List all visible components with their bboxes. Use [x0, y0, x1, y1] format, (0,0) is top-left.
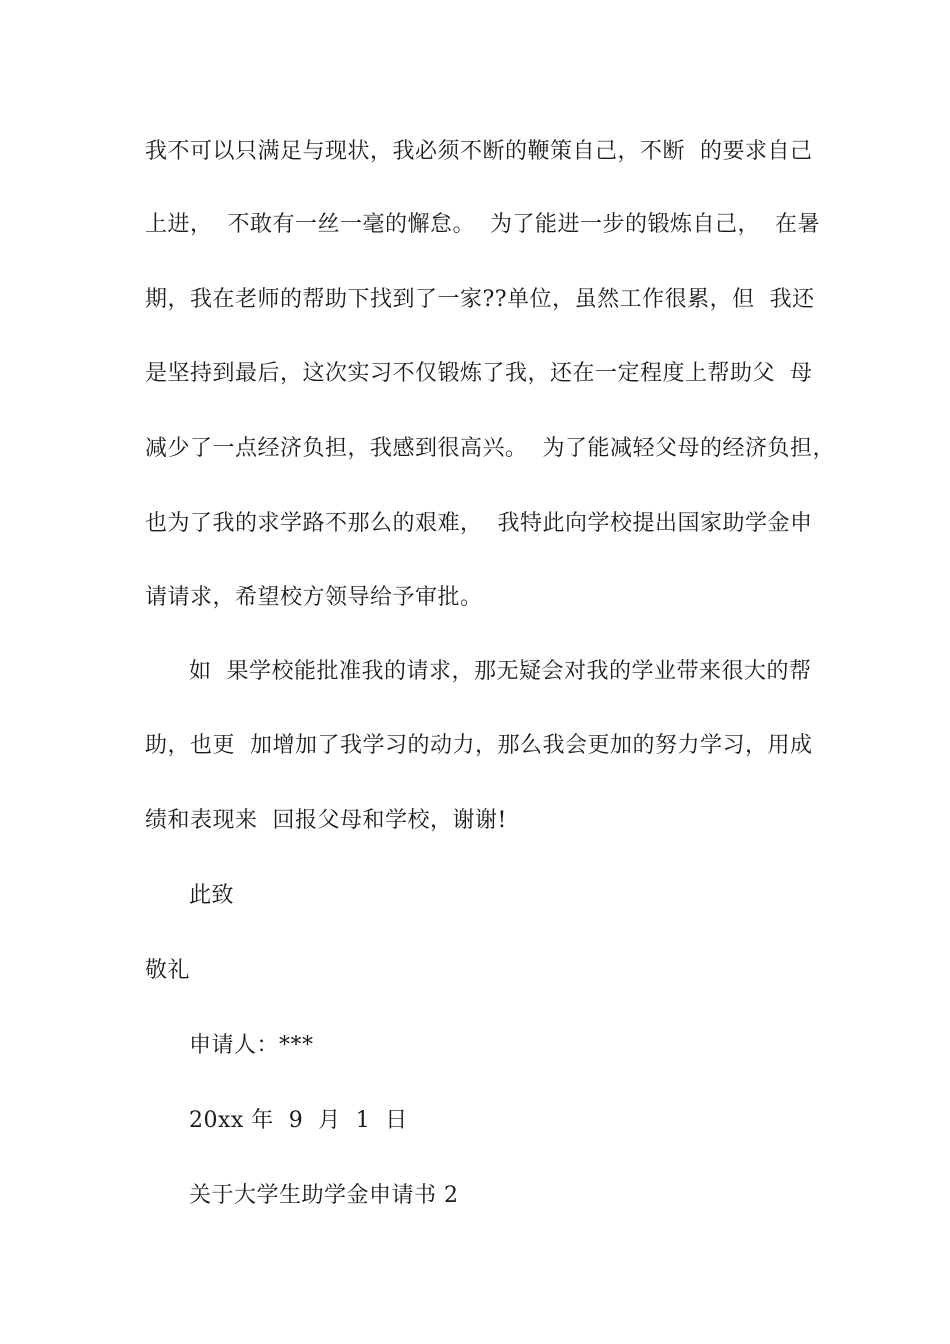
body-text-line: 如 果学校能批准我的请求，那无疑会对我的学业带来很大的帮: [189, 659, 812, 684]
body-text-line: 绩和表现来 回报父母和学校，谢谢!: [145, 808, 507, 833]
applicant-line: 申请人：***: [189, 1033, 314, 1058]
body-text-line: 减少了一点经济负担，我感到很高兴。 为了能减轻父母的经济负担，: [145, 436, 835, 461]
body-text-line: 助，也更 加增加了我学习的动力，那么我会更加的努力学习，用成: [145, 733, 813, 758]
body-text-line: 我不可以只满足与现状，我必须不断的鞭策自己，不断 的要求自己: [145, 139, 813, 164]
body-text-line: 是坚持到最后，这次实习不仅锻炼了我，还在一定程度上帮助父 母: [145, 361, 813, 386]
next-document-title: 关于大学生助学金申请书 2: [189, 1183, 459, 1208]
body-text-line: 期，我在老师的帮助下找到了一家??单位，虽然工作很累，但 我还: [145, 287, 815, 312]
salutation-text: 敬礼: [145, 958, 191, 983]
body-text-line: 请请求，希望校方领导给予审批。: [145, 585, 483, 610]
body-text-line: 上进， 不敢有一丝一毫的懈怠。 为了能进一步的锻炼自己， 在暑: [145, 212, 820, 237]
date-line: 20xx 年 9 月 1 日: [189, 1108, 408, 1133]
body-text-line: 也为了我的求学路不那么的艰难， 我特此向学校提出国家助学金申: [145, 511, 813, 536]
closing-text: 此致: [189, 883, 235, 908]
